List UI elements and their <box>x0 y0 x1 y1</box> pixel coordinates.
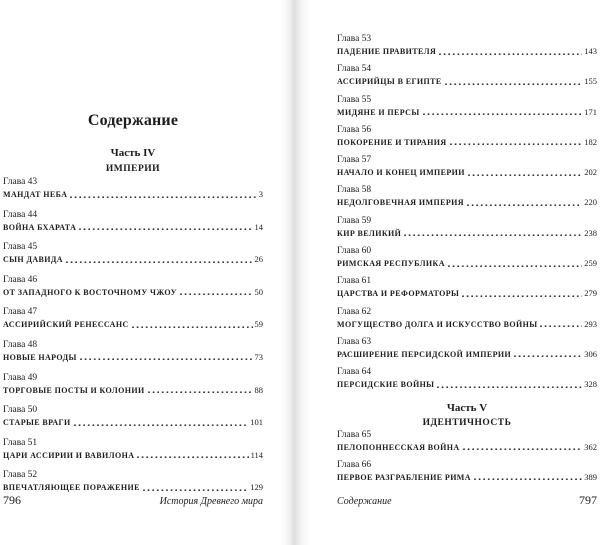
toc-entry-chapter: Глава 51 <box>3 437 38 448</box>
toc-entry-title-line <box>337 46 597 57</box>
toc-entry-page: 202 <box>584 167 597 178</box>
toc-entry-title-line <box>3 385 263 396</box>
dot-leader <box>450 143 583 146</box>
toc-entry-title: ПЕЛОПОННЕССКАЯ ВОЙНА <box>337 442 460 452</box>
toc-entry-page: 73 <box>254 351 263 362</box>
toc-entry-page: 259 <box>584 258 597 269</box>
dot-leader <box>439 53 582 56</box>
toc-entry-chapter: Глава 59 <box>337 215 372 226</box>
toc-entry-title: ПОКОРЕНИЕ И ТИРАНИЯ <box>337 137 447 147</box>
part-label-v: Часть V <box>446 401 488 414</box>
toc-entry-title: ОТ ЗАПАДНОГО К ВОСТОЧНОМУ ЧЖОУ <box>3 287 177 297</box>
toc-entry-title-line <box>3 450 263 461</box>
right-page-footer <box>337 493 597 508</box>
toc-entry <box>337 94 597 124</box>
toc-entry-list-left <box>3 176 263 502</box>
toc-entry-title: МАНДАТ НЕБА <box>3 190 68 199</box>
toc-entry-chapter: Глава 48 <box>3 339 38 350</box>
toc-entry <box>337 306 597 336</box>
toc-entry-title: РИМСКАЯ РЕСПУБЛИКА <box>337 259 445 269</box>
toc-entry <box>337 184 597 214</box>
toc-entry-chapter: Глава 53 <box>337 34 372 44</box>
toc-entry-title: АССИРИЙЦЫ В ЕГИПТЕ <box>337 77 442 87</box>
toc-entry <box>3 176 263 209</box>
toc-entry-page: 59 <box>254 319 263 330</box>
dot-leader <box>463 448 583 451</box>
toc-entry-page: 26 <box>254 254 263 265</box>
toc-entry-title-line <box>337 107 597 118</box>
toc-entry-title-line <box>3 482 263 493</box>
toc-entry-page: 14 <box>254 221 263 232</box>
dot-leader <box>437 386 582 389</box>
toc-entry-page: 279 <box>584 288 597 299</box>
toc-entry-title: ПЕРСИДСКИЕ ВОЙНЫ <box>337 380 435 390</box>
dot-leader <box>79 228 252 231</box>
toc-entry-title: КИР ВЕЛИКИЙ <box>337 228 402 238</box>
part-title-identity: ИДЕНТИЧНОСТЬ <box>422 417 512 428</box>
toc-entry-chapter: Глава 46 <box>3 274 38 285</box>
toc-entry-title-line <box>337 442 597 453</box>
left-page-footer <box>3 493 263 508</box>
dot-leader <box>467 204 582 207</box>
toc-entry <box>337 154 597 184</box>
toc-entry-title-line <box>337 288 597 299</box>
toc-entry <box>337 275 597 305</box>
toc-entry-page: 293 <box>584 318 597 329</box>
dot-leader <box>132 326 253 329</box>
page-number-left: 796 <box>3 493 21 507</box>
toc-entry-chapter: Глава 65 <box>337 429 372 440</box>
running-title-right: Содержание <box>337 496 392 507</box>
dot-leader <box>448 265 582 268</box>
toc-entry-title: МИДЯНЕ И ПЕРСЫ <box>337 107 420 117</box>
toc-entry-title: СЫН ДАВИДА <box>3 255 63 265</box>
toc-entry <box>337 33 597 63</box>
toc-entry-chapter: Глава 54 <box>337 64 372 75</box>
toc-entry-chapter: Глава 64 <box>337 367 372 378</box>
toc-entry-title: ВПЕЧАТЛЯЮЩЕЕ ПОРАЖЕНИЕ <box>3 483 140 493</box>
dot-leader <box>148 391 253 394</box>
toc-entry <box>3 274 263 307</box>
toc-entry-chapter: Глава 61 <box>337 276 372 287</box>
toc-entry-chapter: Глава 44 <box>3 209 38 220</box>
dot-leader <box>137 456 248 459</box>
toc-entry-chapter: Глава 49 <box>3 372 38 383</box>
dot-leader <box>423 113 583 116</box>
dot-leader <box>474 478 582 481</box>
toc-entry-title: РАСШИРЕНИЕ ПЕРСИДСКОЙ ИМПЕРИИ <box>337 349 512 359</box>
toc-entry-chapter: Глава 57 <box>337 155 372 166</box>
dot-leader <box>462 295 582 298</box>
toc-entry-page: 238 <box>584 227 597 238</box>
toc-entry-title-line <box>3 287 263 298</box>
toc-entry-title: СТАРЫЕ ВРАГИ <box>3 418 71 428</box>
toc-entry-page: 143 <box>584 46 597 56</box>
toc-entry-page: 182 <box>584 136 597 147</box>
part-label-iv: Часть IV <box>110 147 156 159</box>
toc-entry-chapter: Глава 58 <box>337 185 372 196</box>
dot-leader <box>180 293 253 296</box>
toc-entry-page: 328 <box>584 379 597 390</box>
toc-entry-page: 50 <box>254 286 263 297</box>
right-page <box>337 0 597 545</box>
toc-entry-chapter: Глава 43 <box>3 177 38 187</box>
toc-entry-title: ПЕРВОЕ РАЗГРАБЛЕНИЕ РИМА <box>337 472 471 482</box>
toc-entry-title: ВОЙНА БХАРАТА <box>3 222 77 232</box>
toc-entry <box>337 63 597 93</box>
toc-entry-title: ЦАРСТВА И РЕФОРМАТОРЫ <box>337 289 460 299</box>
toc-entry-page: 171 <box>584 106 597 117</box>
toc-entry <box>3 209 263 242</box>
toc-entry-title-line <box>337 472 597 483</box>
toc-entry-chapter: Глава 66 <box>337 459 372 470</box>
toc-entry <box>337 459 597 489</box>
toc-entry-title-line <box>3 254 263 265</box>
toc-entry-chapter: Глава 45 <box>3 242 38 253</box>
toc-entry-title: НАЧАЛО И КОНЕЦ ИМПЕРИИ <box>337 168 465 178</box>
toc-entry-title-line <box>337 349 597 360</box>
toc-entry-page: 88 <box>254 384 263 395</box>
toc-entry-chapter: Глава 52 <box>3 470 38 481</box>
toc-entry-chapter: Глава 55 <box>337 94 372 105</box>
toc-heading: Содержание <box>87 112 179 129</box>
dot-leader <box>70 196 256 199</box>
page-number-right: 797 <box>579 493 597 507</box>
dot-leader <box>66 261 253 264</box>
toc-entry-title-line <box>337 379 597 390</box>
dot-leader <box>80 358 253 361</box>
part-title-empires: ИМПЕРИИ <box>105 164 161 174</box>
toc-entry-page: 114 <box>250 449 263 460</box>
dot-leader <box>540 325 582 328</box>
toc-entry-page: 101 <box>250 417 263 428</box>
toc-entry-title-line <box>3 417 263 428</box>
toc-entry-list-right <box>337 0 597 397</box>
toc-entry-chapter: Глава 47 <box>3 307 38 318</box>
toc-entry-title-line <box>337 228 597 239</box>
toc-entry-title: МОГУЩЕСТВО ДОЛГА И ИСКУССТВО ВОЙНЫ <box>337 319 538 329</box>
toc-entry-title-line <box>337 76 597 87</box>
toc-entry <box>337 336 597 366</box>
left-page <box>3 0 263 545</box>
toc-entry-page: 362 <box>584 441 597 452</box>
toc-entry-chapter: Глава 50 <box>3 405 38 416</box>
dot-leader <box>514 355 582 358</box>
dot-leader <box>74 424 249 427</box>
toc-entry-page: 306 <box>584 348 597 359</box>
dot-leader <box>404 234 582 237</box>
running-title-left: История Древнего мира <box>159 496 263 507</box>
toc-entry-page: 129 <box>250 482 263 493</box>
toc-entry-title: ЦАРИ АССИРИИ И ВАВИЛОНА <box>3 450 135 460</box>
toc-entry-chapter: Глава 60 <box>337 246 372 257</box>
toc-entry <box>3 339 263 372</box>
toc-entry-title-line <box>337 319 597 330</box>
toc-entry <box>3 437 263 470</box>
toc-entry <box>337 124 597 154</box>
toc-entry <box>3 241 263 274</box>
toc-entry-page: 155 <box>584 76 597 87</box>
toc-entry-title: НЕДОЛГОВЕЧНАЯ ИМПЕРИЯ <box>337 198 464 208</box>
toc-entry <box>3 404 263 437</box>
toc-entry-chapter: Глава 56 <box>337 124 372 135</box>
dot-leader <box>445 83 583 86</box>
dot-leader <box>468 174 582 177</box>
toc-entry <box>337 429 597 459</box>
toc-entry-title-line <box>337 197 597 208</box>
toc-entry-title: ТОРГОВЫЕ ПОСТЫ И КОЛОНИИ <box>3 385 145 395</box>
toc-entry-page: 3 <box>258 189 263 199</box>
toc-entry-page: 389 <box>584 471 597 482</box>
toc-entry-title-line <box>3 189 263 200</box>
toc-entry-list-right-after <box>337 429 597 490</box>
toc-entry <box>337 366 597 396</box>
toc-entry-title: ПАДЕНИЕ ПРАВИТЕЛЯ <box>337 47 437 56</box>
toc-entry-chapter: Глава 63 <box>337 336 372 347</box>
toc-entry-title-line <box>3 222 263 233</box>
toc-entry-title: НОВЫЕ НАРОДЫ <box>3 352 77 362</box>
page-gutter <box>281 0 311 545</box>
toc-entry-chapter: Глава 62 <box>337 306 372 317</box>
toc-entry-title-line <box>3 352 263 363</box>
toc-entry-title-line <box>3 319 263 330</box>
toc-entry-title-line <box>337 167 597 178</box>
toc-entry-title-line <box>337 258 597 269</box>
toc-entry-title-line <box>337 137 597 148</box>
toc-entry <box>3 306 263 339</box>
toc-entry <box>337 215 597 245</box>
toc-entry <box>337 245 597 275</box>
toc-entry <box>3 372 263 405</box>
toc-entry-title: АССИРИЙСКИЙ РЕНЕССАНС <box>3 320 129 330</box>
toc-entry-page: 220 <box>584 197 597 208</box>
dot-leader <box>143 489 248 492</box>
